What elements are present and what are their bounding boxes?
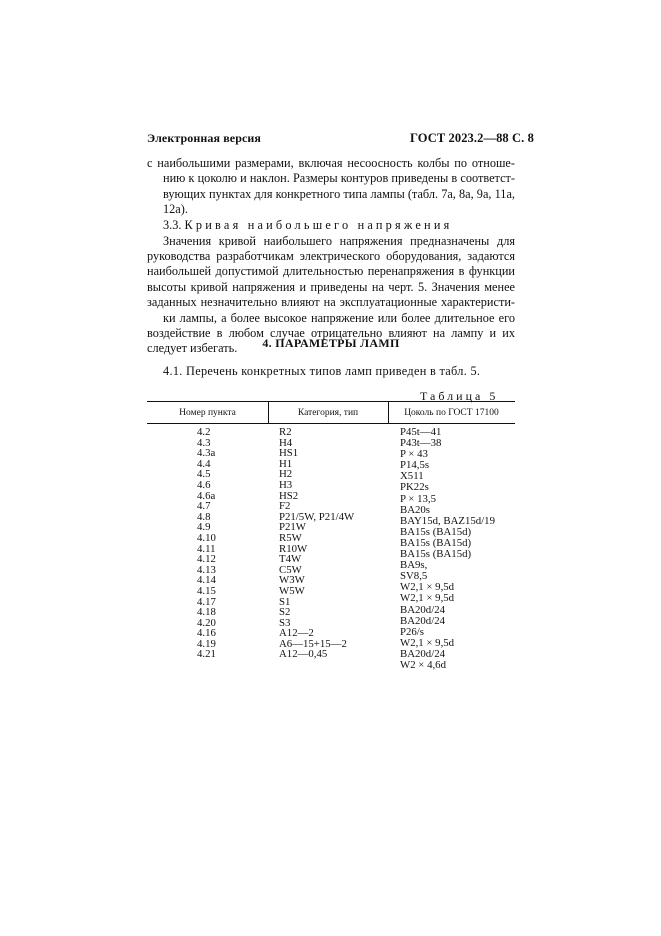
table-cell-base: P × 13,5	[400, 492, 436, 505]
table-cell-base: P14,5s	[400, 459, 430, 472]
table-cell-item-number: 4.7	[197, 500, 211, 513]
table-cell-base: BA20d/24	[400, 647, 445, 660]
table-cell-base: X511	[400, 470, 424, 483]
subsection-number: 3.3.	[163, 218, 182, 232]
table-cell-category: S3	[279, 616, 291, 629]
table-cell-base: BA15s (BA15d)	[400, 548, 472, 561]
table-cell-item-number: 4.3а	[197, 447, 216, 460]
table-cell-item-number: 4.12	[197, 553, 216, 566]
table-cell-category: H4	[279, 436, 293, 449]
table-cell-category: HS1	[279, 447, 299, 460]
text-line: ки лампы, а более высокое напряжение или более длительное его	[163, 310, 515, 325]
table-header-base: Цоколь по ГОСТ 17100	[404, 408, 499, 418]
table-cell-category: H3	[279, 478, 293, 491]
table-cell-base: SV8,5	[400, 570, 428, 583]
table-cell-category: R5W	[279, 531, 302, 544]
table-cell-item-number: 4.14	[197, 574, 216, 587]
table-cell-base: BAY15d, BAZ15d/19	[400, 514, 495, 527]
subsection-title: Кривая наибольшего напряжения	[184, 218, 453, 232]
table-cell-category: T4W	[279, 553, 302, 566]
table-cell-category: H2	[279, 468, 293, 481]
table-header-item-number: Номер пункта	[179, 408, 236, 418]
table-cell-item-number: 4.18	[197, 606, 216, 619]
table-column-category	[279, 427, 354, 660]
table-cell-base: W2 × 4,6d	[400, 658, 446, 671]
table-cell-category: HS2	[279, 489, 299, 502]
lead-sentence: 4.1. Перечень конкретных типов ламп приведен в табл. 5.	[163, 364, 481, 378]
table-cell-base: P45t—41	[400, 426, 442, 438]
table-cell-base: BA15s (BA15d)	[400, 536, 472, 549]
table-cell-base: BA20d/24	[400, 614, 445, 627]
text-line: руководства разработчикам электрического оборудования, задаются	[147, 248, 515, 263]
table-cell-category: S1	[279, 595, 291, 608]
table-cell-item-number: 4.11	[197, 542, 216, 555]
table-cell-category: A12—2	[279, 627, 314, 640]
table-cell-item-number: 4.5	[197, 468, 211, 481]
text-line: нию к цоколю и наклон. Размеры контуров приведены в соответст-	[163, 171, 515, 186]
table-cell-item-number: 4.13	[197, 563, 216, 576]
table-cell-item-number: 4.6	[197, 478, 211, 491]
table-cell-category: P21W	[279, 521, 306, 534]
text-line: наибольшей допустимой длительностью перенапряжения в функции	[147, 264, 515, 279]
table-cell-base: W2,1 × 9,5d	[400, 592, 455, 605]
table-cell-item-number: 4.10	[197, 531, 216, 544]
table-cell-base: BA9s,	[400, 559, 428, 572]
table-cell-item-number: 4.3	[197, 436, 211, 449]
table-top-rule	[147, 401, 515, 402]
table-cell-category: A12—0,45	[279, 648, 328, 661]
header-edition-label: Электронная версия	[147, 131, 262, 145]
table-cell-category: H1	[279, 457, 293, 470]
table-cell-base: BA15s (BA15d)	[400, 525, 472, 538]
table-cell-item-number: 4.20	[197, 616, 216, 629]
text-line: высоты кривой напряжения и приведены на черт. 5. Значения менее	[147, 279, 515, 294]
table-cell-item-number: 4.17	[197, 595, 216, 608]
table-cell-base: W2,1 × 9,5d	[400, 636, 455, 649]
table-cell-category: A6—15+15—2	[279, 637, 347, 650]
text-line: 12а).	[163, 202, 188, 217]
table-cell-item-number: 4.2	[197, 426, 211, 438]
table-cell-base: P × 43	[400, 448, 428, 461]
table-cell-base: W2,1 × 9,5d	[400, 581, 455, 594]
paragraph-contours	[147, 156, 515, 218]
text-line: следует избегать.	[147, 341, 238, 356]
table-cell-base: BA20d/24	[400, 603, 445, 616]
subsection-heading	[147, 218, 515, 233]
table-cell-item-number: 4.15	[197, 584, 216, 597]
text-line: с наибольшими размерами, включая несоосность колбы по отноше-	[147, 156, 515, 170]
table-cell-category: S2	[279, 606, 291, 619]
table-cell-base: P43t—38	[400, 437, 442, 450]
table-cell-item-number: 4.21	[197, 648, 216, 661]
table-cell-item-number: 4.4	[197, 457, 211, 470]
table-cell-item-number: 4.19	[197, 637, 216, 650]
table-cell-category: R2	[279, 426, 292, 438]
table-cell-category: F2	[279, 500, 291, 513]
text-line: заданных незначительно влияют на эксплуатационные характеристи-	[147, 295, 515, 310]
table-cell-item-number: 4.16	[197, 627, 216, 640]
table-cell-base: BA20s	[400, 503, 430, 516]
text-line: вующих пунктах для конкретного типа лампы (табл. 7а, 8а, 9а, 11а,	[163, 186, 515, 201]
table-cell-item-number: 4.8	[197, 510, 211, 523]
table-caption: Таблица 5	[420, 389, 499, 403]
table-column-item-number	[197, 427, 216, 660]
table-cell-base: PK22s	[400, 481, 429, 494]
table-header-category: Категория, тип	[297, 408, 359, 418]
table-cell-category: R10W	[279, 542, 308, 555]
table-cell-category: C5W	[279, 563, 302, 576]
table-header-rule	[147, 423, 515, 424]
table-cell-category: P21/5W, P21/4W	[279, 510, 355, 523]
text-line: воздействие в любом случае отрицательно влияют на лампу и их	[147, 325, 515, 340]
table-column-base	[400, 427, 495, 671]
section-title: 4. ПАРАМЕТРЫ ЛАМП	[262, 336, 400, 350]
header-standard-page: ГОСТ 2023.2—88 С. 8	[410, 131, 534, 145]
table-cell-item-number: 4.9	[197, 521, 211, 534]
table-cell-category: W5W	[279, 584, 305, 597]
table-cell-base: P26/s	[400, 625, 425, 638]
table-cell-item-number: 4.6а	[197, 489, 216, 502]
text-line: Значения кривой наибольшего напряжения предназначены для	[163, 233, 515, 248]
table-cell-category: W3W	[279, 574, 305, 587]
